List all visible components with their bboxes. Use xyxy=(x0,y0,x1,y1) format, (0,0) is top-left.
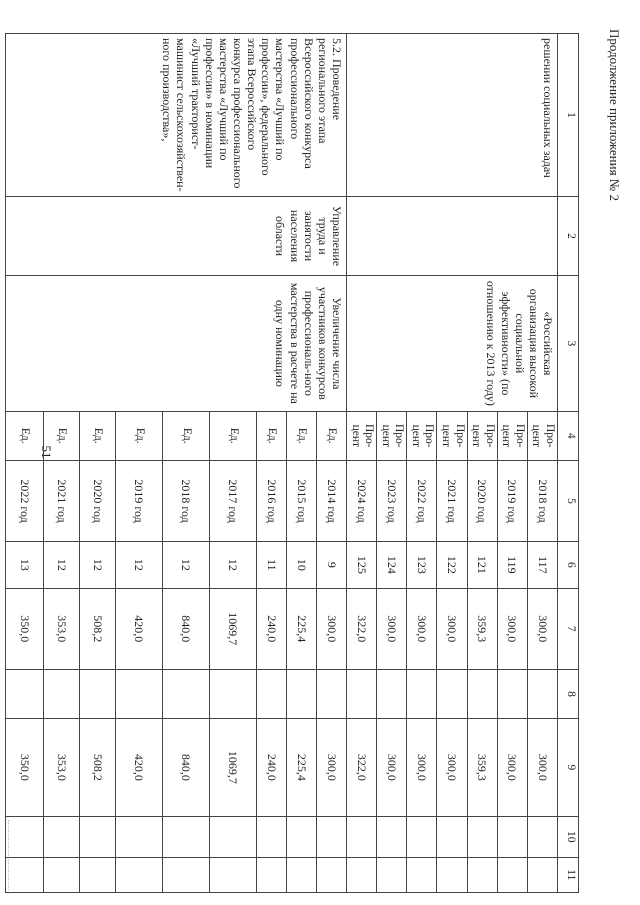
value-cell-7: 300,0 xyxy=(527,588,557,670)
value-cell-11 xyxy=(347,857,377,892)
value-cell-6: 13 xyxy=(6,542,44,588)
year-cell: 2019 год xyxy=(497,460,527,542)
col-header-1: 1 xyxy=(558,34,579,197)
indicator-cell: Увеличение числа участников конкурсов профессиональ-ного мастерства в расчете на одну номинацию xyxy=(6,275,347,411)
value-cell-6: 10 xyxy=(287,542,317,588)
value-cell-6: 117 xyxy=(527,542,557,588)
year-cell: 2015 год xyxy=(287,460,317,542)
year-cell: 2018 год xyxy=(527,460,557,542)
value-cell-8 xyxy=(210,670,257,719)
value-cell-11 xyxy=(6,857,44,892)
value-cell-11 xyxy=(287,857,317,892)
value-cell-8 xyxy=(80,670,116,719)
value-cell-11 xyxy=(80,857,116,892)
value-cell-8 xyxy=(44,670,80,719)
year-cell: 2021 год xyxy=(437,460,467,542)
value-cell-8 xyxy=(287,670,317,719)
value-cell-6: 121 xyxy=(467,542,497,588)
value-cell-11 xyxy=(44,857,80,892)
value-cell-8 xyxy=(467,670,497,719)
value-cell-10 xyxy=(437,816,467,857)
value-cell-10 xyxy=(527,816,557,857)
value-cell-7: 508,2 xyxy=(80,588,116,670)
unit-cell: Ед. xyxy=(44,411,80,460)
col-header-2: 2 xyxy=(558,197,579,276)
table-row xyxy=(317,34,347,893)
year-cell: 2020 год xyxy=(467,460,497,542)
col-header-7: 7 xyxy=(558,588,579,670)
unit-cell: Про-цент xyxy=(407,411,437,460)
value-cell-8 xyxy=(497,670,527,719)
activity-cell: 5.2. Проведение регионального этапа Всероссийского конкурса профессионального мастерства «Лучший по профессии», федерального этапа Всероссийского конкурса профессионального мастерства «Лучший по профессии» в номинации «Лучший тракторист-машинист сельскохозяйствен-ного производства», xyxy=(6,34,347,197)
value-cell-9: 300,0 xyxy=(407,718,437,816)
value-cell-7: 1069,7 xyxy=(210,588,257,670)
value-cell-9: 300,0 xyxy=(527,718,557,816)
value-cell-11 xyxy=(210,857,257,892)
value-cell-10 xyxy=(257,816,287,857)
year-cell: 2020 год xyxy=(80,460,116,542)
year-cell: 2017 год xyxy=(210,460,257,542)
value-cell-7: 300,0 xyxy=(407,588,437,670)
indicator-cell: «Российская организация высокой социальной эффективности» (по отношению к 2013 году) xyxy=(347,275,558,411)
unit-cell: Ед. xyxy=(287,411,317,460)
value-cell-6: 123 xyxy=(407,542,437,588)
unit-cell: Ед. xyxy=(116,411,163,460)
value-cell-9: 300,0 xyxy=(377,718,407,816)
value-cell-9: 353,0 xyxy=(44,718,80,816)
table-row xyxy=(527,34,557,893)
value-cell-10 xyxy=(80,816,116,857)
value-cell-7: 240,0 xyxy=(257,588,287,670)
value-cell-9: 840,0 xyxy=(163,718,210,816)
value-cell-7: 350,0 xyxy=(6,588,44,670)
value-cell-10 xyxy=(6,816,44,857)
unit-cell: Про-цент xyxy=(377,411,407,460)
executor-cell xyxy=(347,197,558,276)
year-cell: 2019 год xyxy=(116,460,163,542)
year-cell: 2021 год xyxy=(44,460,80,542)
value-cell-8 xyxy=(347,670,377,719)
value-cell-8 xyxy=(163,670,210,719)
program-table xyxy=(5,33,579,893)
year-cell: 2014 год xyxy=(317,460,347,542)
col-header-8: 8 xyxy=(558,670,579,719)
value-cell-10 xyxy=(467,816,497,857)
year-cell: 2024 год xyxy=(347,460,377,542)
col-header-4: 4 xyxy=(558,411,579,460)
value-cell-6: 125 xyxy=(347,542,377,588)
unit-cell: Ед. xyxy=(210,411,257,460)
unit-cell: Ед. xyxy=(163,411,210,460)
value-cell-8 xyxy=(407,670,437,719)
year-cell: 2016 год xyxy=(257,460,287,542)
unit-cell: Ед. xyxy=(257,411,287,460)
unit-cell: Про-цент xyxy=(347,411,377,460)
col-header-10: 10 xyxy=(558,816,579,857)
unit-cell: Ед. xyxy=(6,411,44,460)
header-row xyxy=(558,34,579,893)
unit-cell: Про-цент xyxy=(527,411,557,460)
value-cell-9: 322,0 xyxy=(347,718,377,816)
value-cell-9: 1069,7 xyxy=(210,718,257,816)
year-cell: 2023 год xyxy=(377,460,407,542)
value-cell-11 xyxy=(257,857,287,892)
year-cell: 2018 год xyxy=(163,460,210,542)
value-cell-11 xyxy=(467,857,497,892)
value-cell-8 xyxy=(527,670,557,719)
value-cell-7: 300,0 xyxy=(497,588,527,670)
unit-cell: Про-цент xyxy=(437,411,467,460)
value-cell-6: 12 xyxy=(210,542,257,588)
unit-cell: Ед. xyxy=(317,411,347,460)
value-cell-10 xyxy=(347,816,377,857)
value-cell-11 xyxy=(317,857,347,892)
value-cell-7: 840,0 xyxy=(163,588,210,670)
value-cell-9: 350,0 xyxy=(6,718,44,816)
value-cell-9: 420,0 xyxy=(116,718,163,816)
col-header-6: 6 xyxy=(558,542,579,588)
value-cell-10 xyxy=(497,816,527,857)
value-cell-11 xyxy=(163,857,210,892)
value-cell-7: 300,0 xyxy=(317,588,347,670)
value-cell-9: 508,2 xyxy=(80,718,116,816)
value-cell-7: 300,0 xyxy=(437,588,467,670)
year-cell: 2022 год xyxy=(407,460,437,542)
value-cell-6: 12 xyxy=(116,542,163,588)
value-cell-11 xyxy=(377,857,407,892)
value-cell-9: 300,0 xyxy=(317,718,347,816)
value-cell-10 xyxy=(407,816,437,857)
value-cell-10 xyxy=(44,816,80,857)
value-cell-7: 225,4 xyxy=(287,588,317,670)
unit-cell: Ед. xyxy=(80,411,116,460)
value-cell-10 xyxy=(317,816,347,857)
value-cell-6: 124 xyxy=(377,542,407,588)
value-cell-6: 12 xyxy=(44,542,80,588)
value-cell-9: 300,0 xyxy=(437,718,467,816)
value-cell-7: 420,0 xyxy=(116,588,163,670)
value-cell-9: 359,3 xyxy=(467,718,497,816)
value-cell-10 xyxy=(116,816,163,857)
col-header-9: 9 xyxy=(558,718,579,816)
col-header-3: 3 xyxy=(558,275,579,411)
value-cell-10 xyxy=(287,816,317,857)
value-cell-8 xyxy=(116,670,163,719)
value-cell-11 xyxy=(437,857,467,892)
year-cell: 2022 год xyxy=(6,460,44,542)
value-cell-6: 122 xyxy=(437,542,467,588)
value-cell-9: 240,0 xyxy=(257,718,287,816)
value-cell-6: 119 xyxy=(497,542,527,588)
value-cell-10 xyxy=(377,816,407,857)
value-cell-8 xyxy=(437,670,467,719)
value-cell-9: 225,4 xyxy=(287,718,317,816)
unit-cell: Про-цент xyxy=(497,411,527,460)
value-cell-11 xyxy=(497,857,527,892)
value-cell-6: 12 xyxy=(163,542,210,588)
unit-cell: Про-цент xyxy=(467,411,497,460)
value-cell-10 xyxy=(210,816,257,857)
col-header-5: 5 xyxy=(558,460,579,542)
col-header-11: 11 xyxy=(558,857,579,892)
value-cell-8 xyxy=(6,670,44,719)
value-cell-7: 353,0 xyxy=(44,588,80,670)
page-number: 51 xyxy=(39,445,54,459)
appendix-caption: Продолжение приложения № 2 xyxy=(607,29,622,201)
value-cell-11 xyxy=(527,857,557,892)
value-cell-6: 9 xyxy=(317,542,347,588)
value-cell-11 xyxy=(116,857,163,892)
value-cell-10 xyxy=(163,816,210,857)
value-cell-8 xyxy=(317,670,347,719)
activity-cell: решении социальных задач xyxy=(347,34,558,197)
value-cell-11 xyxy=(407,857,437,892)
value-cell-8 xyxy=(377,670,407,719)
value-cell-7: 359,3 xyxy=(467,588,497,670)
value-cell-8 xyxy=(257,670,287,719)
value-cell-6: 12 xyxy=(80,542,116,588)
value-cell-6: 11 xyxy=(257,542,287,588)
value-cell-7: 300,0 xyxy=(377,588,407,670)
executor-cell: Управление труда и занятости населения области xyxy=(6,197,347,276)
value-cell-7: 322,0 xyxy=(347,588,377,670)
value-cell-9: 300,0 xyxy=(497,718,527,816)
